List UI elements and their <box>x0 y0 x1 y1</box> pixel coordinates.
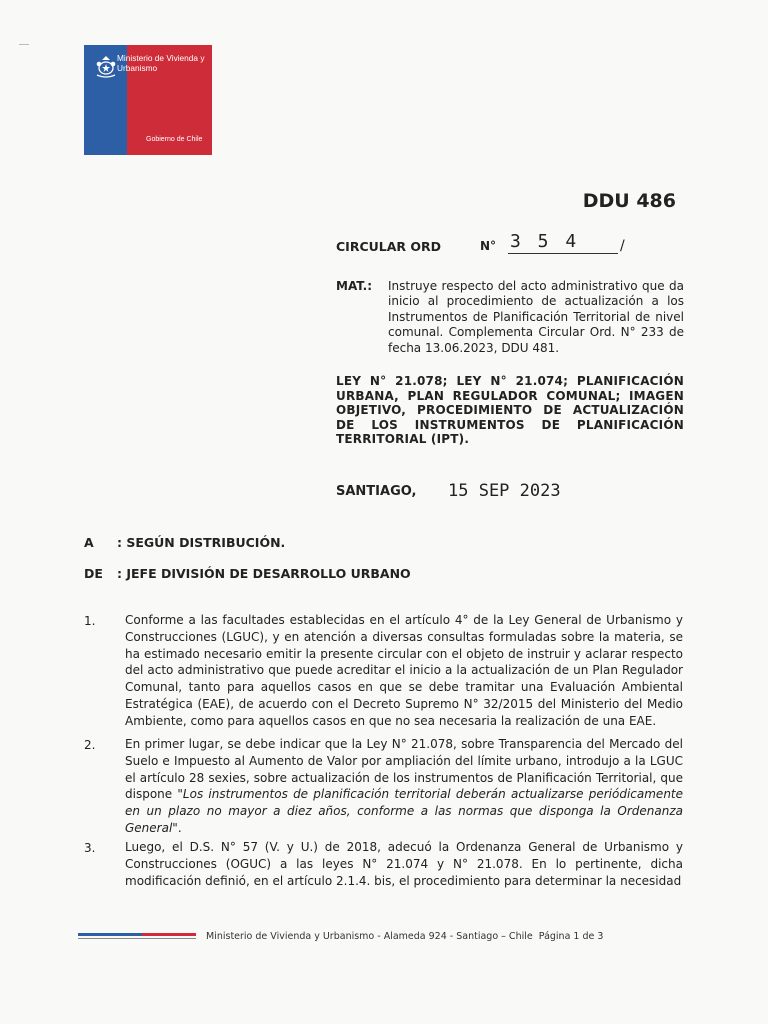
circular-number: 3 5 4 <box>510 231 580 252</box>
logo-ministry-text: Ministerio de Vivienda y Urbanismo <box>117 53 205 73</box>
mat-text: Instruye respecto del acto administrativo que da inicio al procedimiento de actualización a los Instrumentos de Planificación Territorial de nivel comunal. Complementa Circular Ord. N° 233 de fecha 13.06.2023, DDU 481. <box>388 279 684 355</box>
paragraph-2-text: En primer lugar, se debe indicar que la Ley N° 21.078, sobre Transparencia del Mercado del Suelo e Impuesto al Aumento de Valor por ampliación del límite urbano, introdujo a la LGUC el artículo 28 sexies, sobre actualización de los instrumentos de Planificación Territorial, que dispone <box>125 737 683 802</box>
footer-bar-line <box>78 938 196 939</box>
paragraph-number-3: 3. <box>84 841 96 855</box>
paragraph-number-2: 2. <box>84 738 96 752</box>
footer-bar-blue <box>78 933 142 936</box>
footer <box>206 931 603 942</box>
from-label: DE <box>84 566 103 581</box>
ministry-logo <box>84 45 212 155</box>
to-value: : SEGÚN DISTRIBUCIÓN. <box>117 535 286 550</box>
paragraph-number-1: 1. <box>84 614 96 628</box>
coat-of-arms-icon <box>93 53 119 79</box>
number-slash: / <box>620 238 625 254</box>
number-underline <box>508 253 618 254</box>
mat-label: MAT.: <box>336 279 373 293</box>
paragraph-2 <box>125 736 683 837</box>
place-label: SANTIAGO, <box>336 484 417 499</box>
from-value: : JEFE DIVISIÓN DE DESARROLLO URBANO <box>117 566 411 581</box>
footer-bar-red <box>142 933 196 936</box>
scan-mark <box>19 44 29 45</box>
footer-address: Ministerio de Vivienda y Urbanismo - Alameda 924 - Santiago – Chile <box>206 931 533 942</box>
paragraph-3: Luego, el D.S. N° 57 (V. y U.) de 2018, adecuó la Ordenanza General de Urbanismo y Construcciones (OGUC) a las leyes N° 21.074 y N° 21.078. En lo pertinente, dicha modificación definió, en el artículo 2.1.4. bis, el procedimiento para determinar la necesidad <box>125 840 683 888</box>
paragraph-1: Conforme a las facultades establecidas en el artículo 4° de la Ley General de Urbanismo y Construcciones (LGUC), y en atención a diversas consultas formuladas sobre la materia, se ha estimado necesario emitir la presente circular con el objeto de instruir y aclarar respecto del acto administrativo que puede acreditar el inicio a la actualización de un Plan Regulador Comunal, tanto para aquellos casos en que se debe tramitar una Evaluación Ambiental Estratégica (EAE), de acuerdo con el Decreto Supremo N° 32/2015 del Ministerio del Medio Ambiente, como para aquellos casos en que no sea necesaria la realización de una EAE. <box>125 613 683 728</box>
paragraph-2-tail: . <box>177 820 182 835</box>
paragraph-2-quote: "Los instrumentos de planificación territorial deberán actualizarse periódicamente en un plazo no mayor a diez años, conforme a las normas que disponga la Ordenanza General" <box>125 787 684 835</box>
to-label: A <box>84 535 94 550</box>
document-code: DDU 486 <box>582 190 676 212</box>
date-stamp: 15 SEP 2023 <box>448 481 561 501</box>
keywords-block: LEY N° 21.078; LEY N° 21.074; PLANIFICACIÓN URBANA, PLAN REGULADOR COMUNAL; IMAGEN OBJETIVO, PROCEDIMIENTO DE ACTUALIZACIÓN DE LOS INSTRUMENTOS DE PLANIFICACIÓN TERRITORIAL (IPT). <box>336 374 684 446</box>
logo-government-text: Gobierno de Chile <box>146 136 203 143</box>
number-label: N° <box>480 239 497 253</box>
page-indicator: Página 1 de 3 <box>538 931 604 942</box>
circular-label: CIRCULAR ORD <box>336 239 442 254</box>
